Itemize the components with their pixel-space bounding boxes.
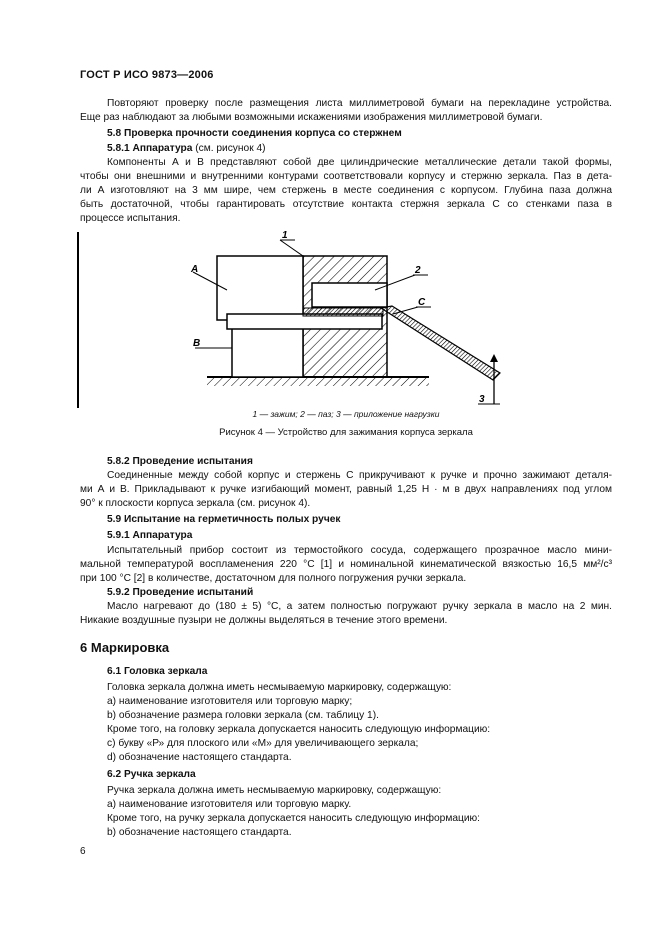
section-5-9-heading: 5.9 Испытание на герметичность полых ручек (107, 514, 341, 525)
section-5-8-heading: 5.8 Проверка прочности соединения корпуса со стержнем (107, 128, 402, 139)
para-5-8-1-line-5: процессе испытания. (80, 213, 181, 224)
para-6-2-item-b: b) обозначение настоящего стандарта. (107, 827, 292, 838)
figure-4-diagram (75, 228, 612, 414)
para-6-2-line-2: Кроме того, на ручку зеркала допускается наносить следующую информацию: (107, 813, 481, 824)
part-a-block (217, 256, 303, 320)
intro-line-1: Повторяют проверку после размещения листа миллиметровой бумаги на перекладине устройства. (107, 98, 612, 109)
figure-label-c: С (418, 297, 426, 308)
section-6-2-heading: 6.2 Ручка зеркала (107, 769, 196, 780)
figure-legend: 1 — зажим; 2 — паз; 3 — приложение нагрузки (252, 409, 440, 419)
section-5-8-1-heading (107, 142, 266, 155)
section-6-1-heading: 6.1 Головка зеркала (107, 666, 208, 677)
ground-hatch (207, 378, 429, 386)
section-5-8-1-ref: (см. рисунок 4) (192, 143, 266, 154)
para-6-2-item-a: а) наименование изготовителя или торговую марку. (107, 799, 352, 810)
section-6-heading: 6 Маркировка (80, 640, 170, 655)
figure-label-a: А (191, 264, 199, 275)
figure-label-3: 3 (479, 394, 485, 405)
para-5-8-1-line-4: быть достаточной, чтобы гарантировать отсутствие контакта стержня зеркала С со стенками паза в (80, 199, 612, 210)
para-5-8-1-line-2: чтобы они внешними и внутренними контурами соответствовали корпусу и стержню зеркала. Паз в дета- (80, 171, 612, 182)
load-arrow-head (490, 354, 498, 362)
leader-1 (280, 240, 303, 256)
para-6-1-item-a: а) наименование изготовителя или торговую марку; (107, 696, 353, 707)
stem-hatched-part (303, 308, 383, 316)
figure-label-1: 1 (282, 230, 288, 241)
para-6-1-line-1: Головка зеркала должна иметь несмываемую маркировку, содержащую: (107, 682, 452, 693)
para-5-8-2-line-3: 90° к плоскости корпуса зеркала (см. рисунок 4). (80, 498, 311, 509)
para-5-8-2-line-2: ми А и В. Прикладывают к ручке изгибающий момент, равный 1,25 Н · м в двух направлениях под углом (80, 484, 612, 495)
para-6-1-item-b: b) обозначение размера головки зеркала (см. таблицу 1). (107, 710, 379, 721)
page-number: 6 (80, 846, 86, 857)
para-6-2-line-1: Ручка зеркала должна иметь несмываемую маркировку, содержащую: (107, 785, 442, 796)
para-5-9-1-line-2: мальной температурой воспламенения 220 °С [1] и номинальной кинематической вязкостью 16,5 мм²/с³ (80, 559, 612, 570)
para-5-9-2-line-1: Масло нагревают до (180 ± 5) °С, а затем полностью погружают ручку зеркала в масло на 2 мин. (107, 601, 612, 612)
para-5-9-1-line-1: Испытательный прибор состоит из термостойкого сосуда, содержащего прозрачное масло мини- (107, 545, 612, 556)
para-5-8-2-line-1: Соединенные между собой корпус и стержень С прикручивают к ручке и прочно зажимают деталя- (107, 470, 612, 481)
section-5-8-2-heading: 5.8.2 Проведение испытания (107, 456, 253, 467)
mirror-handle (381, 306, 500, 380)
para-5-9-1-line-3: при 100 °С [2] в количестве, достаточном для полного погружения ручки зеркала. (80, 573, 467, 584)
para-5-9-2-line-2: Никакие воздушные пузыри не должны выделяться в течение этого времени. (80, 615, 448, 626)
para-6-1-item-c: c) букву «Р» для плоского или «М» для увеличивающего зеркала; (107, 738, 419, 749)
section-5-8-1-title: 5.8.1 Аппаратура (107, 143, 193, 154)
groove-slot (312, 283, 387, 307)
document-header: ГОСТ Р ИСО 9873—2006 (80, 69, 214, 81)
figure-label-2: 2 (415, 265, 421, 276)
section-5-9-2-heading: 5.9.2 Проведение испытаний (107, 587, 254, 598)
section-5-9-1-heading: 5.9.1 Аппаратура (107, 530, 193, 541)
para-5-8-1-line-3: ли А изготовляют на 3 мм шире, чем стержень в месте соединения с корпусом. Глубина паза должна (80, 185, 612, 196)
para-6-1-item-d: d) обозначение настоящего стандарта. (107, 752, 292, 763)
part-b-support (232, 328, 303, 377)
figure-caption: Рисунок 4 — Устройство для зажимания корпуса зеркала (219, 427, 473, 438)
figure-label-b: В (193, 338, 201, 349)
para-5-8-1-line-1: Компоненты А и В представляют собой две цилиндрические металлические детали такой формы, (107, 157, 612, 168)
intro-line-2: Еще раз наблюдают за любыми возможными искажениями изображения миллиметровой бумаги. (80, 112, 543, 123)
para-6-1-line-2: Кроме того, на головку зеркала допускается наносить следующую информацию: (107, 724, 491, 735)
